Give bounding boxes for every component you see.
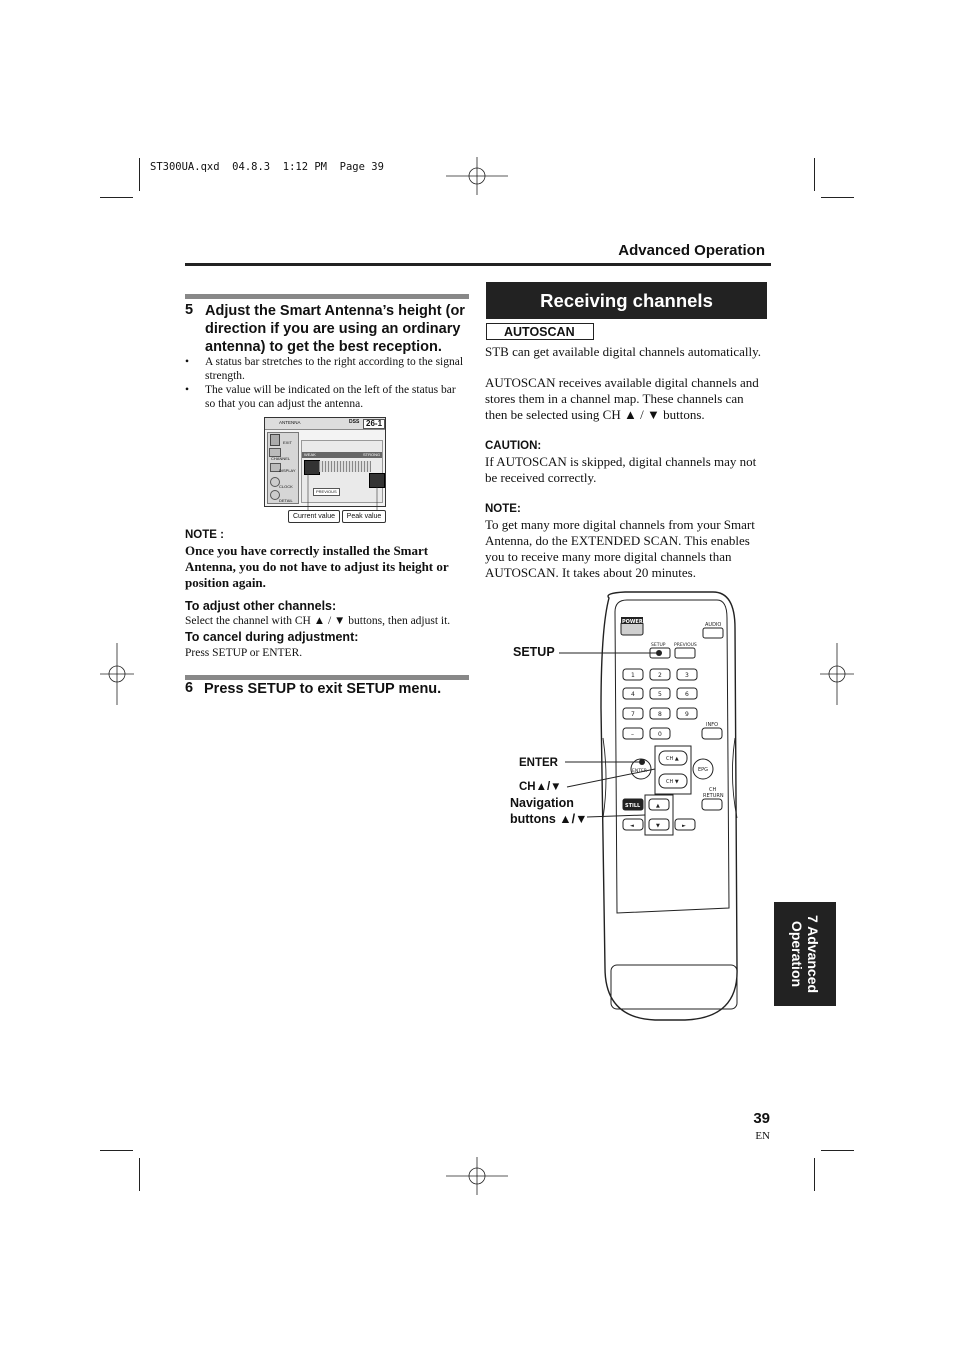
crop-mark (821, 1150, 854, 1151)
left-note-label: NOTE : (185, 529, 224, 541)
chapter-tab-line1: 7 Advanced (805, 914, 821, 994)
antenna-screen: ANTENNA 26-1 DSS EXIT CHANNEL DISPLAY CLOCK DETAIL WEAK STRONG PREVIOUS (264, 417, 386, 507)
peak-value-label: Peak value (342, 510, 386, 523)
cancel-text: Press SETUP or ENTER. (185, 647, 303, 659)
key-3-label: 3 (685, 672, 689, 679)
info-button (702, 728, 722, 739)
registration-mark (820, 643, 854, 705)
page-number: 39 (753, 1110, 770, 1127)
chapter-tab (774, 902, 836, 1006)
screen-channel-text: 26-1 (366, 419, 383, 428)
enter-indicator-dot (639, 759, 645, 765)
screen-title: ANTENNA (279, 420, 301, 425)
nav-down-label: ▼ (656, 823, 660, 829)
step6-text: Press SETUP to exit SETUP menu. (204, 681, 442, 697)
screen-menu-item: DISPLAY (279, 468, 296, 473)
step5-bullet-text: A status bar stretches to the right according to the signal strength. (205, 356, 464, 382)
autoscan-label: AUTOSCAN (486, 323, 594, 340)
adjust-text: Select the channel with CH ▲ / ▼ buttons, then adjust it. (185, 615, 451, 627)
audio-label: AUDIO (705, 622, 722, 628)
key-6-label: 6 (685, 691, 689, 698)
step6-number: 6 (185, 680, 194, 696)
info-label: INFO (706, 722, 719, 728)
ch-down-label: CH ▼ (666, 779, 679, 785)
step5-text: Adjust the Smart Antenna’s height (or direction if you are using an ordinary antenna) to get the best reception. (205, 303, 465, 355)
nav-left-label: ◄ (630, 823, 634, 829)
signal-weak-label: WEAK (304, 452, 316, 457)
crop-mark (139, 158, 140, 191)
audio-button (703, 628, 723, 638)
current-value-label: Current value (288, 510, 340, 523)
cancel-heading: To cancel during adjustment: (185, 630, 359, 644)
key-8-label: 8 (658, 711, 662, 718)
ch-return-label-1: CH (709, 787, 717, 793)
crop-mark (139, 1158, 140, 1191)
signal-strong-label: STRONG (363, 452, 381, 457)
crop-mark (100, 197, 133, 198)
key-7-label: 7 (631, 711, 635, 718)
step5-bullet: • (185, 384, 190, 396)
nav-callout-line2: buttons ▲/▼ (510, 812, 588, 826)
ch-return-button (702, 799, 722, 810)
autoscan-para1: STB can get available digital channels automatically. (485, 344, 762, 359)
key-1-label: 1 (631, 672, 635, 679)
page-language: EN (755, 1130, 770, 1142)
step5-bar (185, 294, 469, 299)
enter-label: ENTER (632, 769, 647, 774)
print-header: ST300UA.qxd 04.8.3 1:12 PM Page 39 (150, 161, 384, 173)
enter-callout: ENTER (519, 757, 558, 769)
registration-mark (100, 643, 134, 705)
ch-callout: CH▲/▼ (519, 781, 562, 793)
key-4-label: 4 (631, 691, 635, 698)
crop-mark (814, 1158, 815, 1191)
right-note-text: To get many more digital channels from your Smart Antenna, do the EXTENDED SCAN. This enables you to receive many more digital channels than AUTOSCAN. It takes about 20 minutes. (485, 517, 755, 580)
page-title: Receiving channels (486, 282, 767, 319)
previous-button (675, 648, 695, 658)
epg-label: EPG (698, 767, 709, 773)
screen-menu-icon (270, 434, 280, 446)
setup-indicator-dot (656, 650, 662, 656)
step5-bullet-text: The value will be indicated on the left of the status bar so that you can adjust the antenna. (205, 384, 456, 410)
crop-mark (814, 158, 815, 191)
ch-return-label-2: RETURN (703, 793, 724, 799)
crop-mark (821, 197, 854, 198)
key-dash-label: – (631, 731, 634, 738)
adjust-heading: To adjust other channels: (185, 599, 337, 613)
chapter-tab-text (789, 915, 821, 993)
left-note-text: Once you have correctly installed the Smart Antenna, you do not have to adjust its height or position again. (185, 543, 449, 590)
previous-label: PREVIOUS (316, 489, 337, 494)
key-2-label: 2 (658, 672, 662, 679)
screen-menu-item: DETAIL (279, 498, 293, 503)
screen-menu-item: CHANNEL (271, 456, 291, 461)
ch-up-label: CH ▲ (666, 756, 679, 762)
registration-mark (446, 1157, 508, 1195)
header-rule (185, 263, 771, 266)
power-label: POWER (622, 619, 643, 625)
caution-text: If AUTOSCAN is skipped, digital channels may not be received correctly. (485, 454, 757, 485)
nav-up-label: ▲ (656, 803, 660, 809)
right-note-label: NOTE: (485, 503, 521, 515)
nav-callout-line1: Navigation (510, 796, 574, 810)
screen-menu-item: EXIT (283, 440, 292, 445)
key-5-label: 5 (658, 691, 662, 698)
setup-callout: SETUP (513, 645, 555, 659)
key-9-label: 9 (685, 711, 689, 718)
screen-leader-lines (300, 470, 390, 515)
step5-number: 5 (185, 302, 194, 318)
screen-menu-item: CLOCK (279, 484, 293, 489)
crop-mark (100, 1150, 133, 1151)
setup-label: SETUP (651, 643, 666, 648)
nav-right-label: ► (682, 823, 686, 829)
step5-bullet: • (185, 356, 190, 368)
previous-label: PREVIOUS (674, 643, 697, 648)
chapter-tab-line2: Operation (789, 920, 805, 988)
still-label: STILL (625, 803, 641, 809)
key-0-label: 0 (658, 731, 662, 738)
registration-mark (446, 157, 508, 195)
caution-label: CAUTION: (485, 440, 542, 452)
autoscan-para2: AUTOSCAN receives available digital channels and stores them in a channel map. These channels can then be selected using CH ▲ / ▼ buttons. (485, 375, 759, 422)
section-header: Advanced Operation (618, 242, 765, 259)
